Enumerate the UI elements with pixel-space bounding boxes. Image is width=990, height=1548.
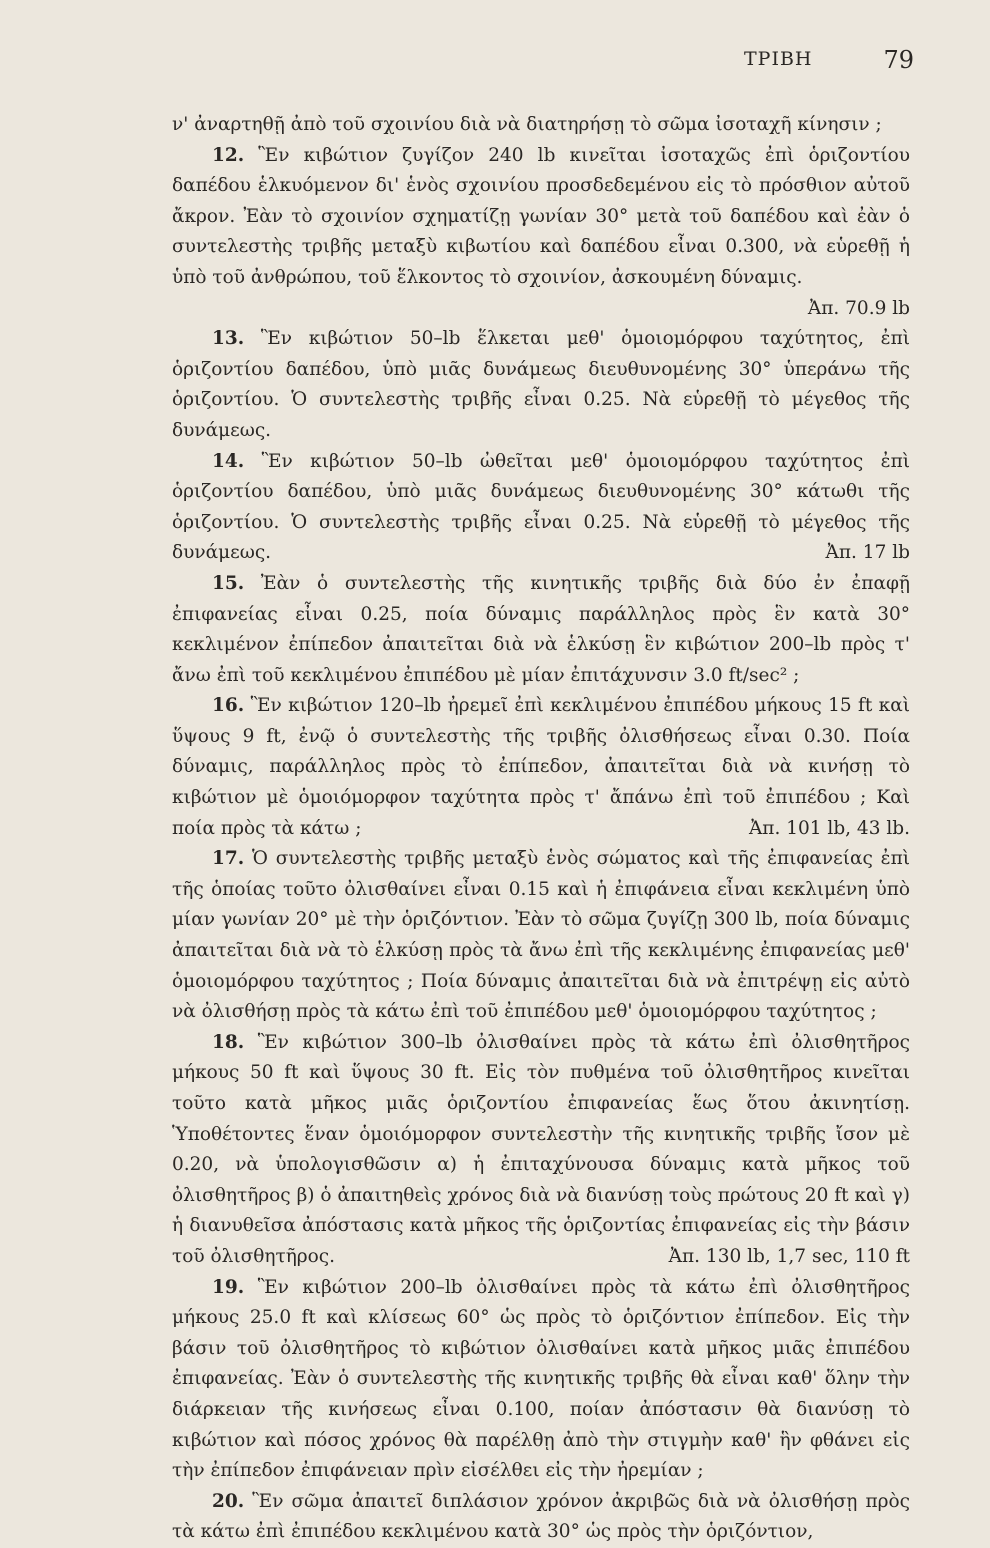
running-title: ΤΡΙΒΗ	[744, 48, 813, 70]
problem-17	[172, 844, 910, 1028]
problem-number: 13.	[212, 328, 245, 350]
problem-number: 16.	[212, 695, 245, 717]
problem-12	[172, 141, 910, 319]
problem-text: Ἓν κιβώτιον 50–lb ἕλκεται μεθ' ὁμοιομόρφου ταχύτητος, ἐπὶ ὁριζοντίου δαπέδου, ὑπὸ μιᾶς δυνάμεως διευθυνομένης 30° ὑπεράνω τῆς ὁριζοντίου. Ὁ συντελεστὴς τριβῆς εἶναι 0.25. Νὰ εὑρεθῇ τὸ μέγεθος τῆς δυνάμεως.	[172, 328, 910, 441]
problem-number: 14.	[212, 450, 245, 472]
problem-number: 12.	[212, 144, 245, 166]
problem-number: 19.	[212, 1276, 245, 1298]
problem-number: 15.	[212, 572, 245, 594]
page-body	[172, 110, 910, 1548]
problem-15	[172, 569, 910, 691]
problem-text: Ὁ συντελεστὴς τριβῆς μεταξὺ ἑνὸς σώματος καὶ τῆς ἐπιφανείας ἐπὶ τῆς ὁποίας τοῦτο ὀλισθαίνει εἶναι 0.15 καὶ ἡ ἐπιφάνεια εἶναι κεκλιμένη ὑπὸ μίαν γωνίαν 20° μὲ τὴν ὁριζόντιον. Ἐὰν τὸ σῶμα ζυγίζῃ 300 lb, ποία δύναμις ἀπαιτεῖται διὰ νὰ τὸ ἑλκύσῃ πρὸς τὰ ἄνω ἐπὶ τῆς κεκλιμένης ἐπιφανείας μεθ' ὁμοιομόρφου ταχύτητος ; Ποία δύναμις ἀπαιτεῖται διὰ νὰ ἐπιτρέψῃ εἰς αὐτὸ νὰ ὀλισθήσῃ πρὸς τὰ κάτω ἐπὶ τοῦ ἐπιπέδου μεθ' ὁμοιομόρφου ταχύτητος ;	[172, 848, 910, 1023]
problem-text: Ἓν κιβώτιον 50–lb ὠθεῖται μεθ' ὁμοιομόρφου ταχύτητος ἐπὶ ὁριζοντίου δαπέδου, ὑπὸ μιᾶς δυνάμεως διευθυνομένης 30° κάτωθι τῆς ὁριζοντίου. Ὁ συντελεστὴς τριβῆς εἶναι 0.25. Νὰ εὑρεθῇ τὸ μέγεθος τῆς δυνάμεως.	[172, 450, 910, 564]
problem-answer: Ἀπ. 70.9 lb	[807, 297, 910, 319]
problem-16	[172, 691, 910, 844]
problem-answer: Ἀπ. 17 lb	[825, 542, 910, 564]
problem-number: 18.	[212, 1031, 245, 1053]
problem-text: Ἓν σῶμα ἀπαιτεῖ διπλάσιον χρόνον ἀκριβῶς διὰ νὰ ὀλισθήσῃ πρὸς τὰ κάτω ἐπὶ ἐπιπέδου κεκλιμένου κατὰ 30° ὡς πρὸς τὴν ὁριζόντιον,	[172, 1490, 910, 1543]
problem-number: 20.	[212, 1490, 245, 1512]
problem-text: Ἓν κιβώτιον ζυγίζον 240 lb κινεῖται ἰσοταχῶς ἐπὶ ὁριζοντίου δαπέδου ἑλκυόμενον δι' ἑνὸς σχοινίου προσδεδεμένου εἰς τὸ πρόσθιον αὐτοῦ ἄκρον. Ἐὰν τὸ σχοινίον σχηματίζῃ γωνίαν 30° μετὰ τοῦ δαπέδου καὶ ἐὰν ὁ συντελεστὴς τριβῆς μεταξὺ κιβωτίου καὶ δαπέδου εἶναι 0.300, νὰ εὑρεθῇ ἡ ὑπὸ τοῦ ἀνθρώπου, τοῦ ἕλκοντος τὸ σχοινίον, ἀσκουμένη δύναμις.	[172, 144, 910, 288]
problem-20	[172, 1487, 910, 1548]
page-number: 79	[883, 46, 914, 74]
problem-answer: Ἀπ. 101 lb, 43 lb.	[748, 817, 910, 839]
problem-text: Ἓν κιβώτιον 120–lb ἠρεμεῖ ἐπὶ κεκλιμένου ἐπιπέδου μήκους 15 ft καὶ ὕψους 9 ft, ἐνῷ ὁ συντελεστὴς τῆς τριβῆς ὀλισθήσεως εἶναι 0.30. Ποία δύναμις, παράλληλος πρὸς τὸ ἐπίπεδον, ἀπαιτεῖται διὰ νὰ κινήσῃ τὸ κιβώτιον μὲ ὁμοιόμορφον ταχύτητα πρὸς τ' ἄπάνω ἐπὶ τοῦ ἐπιπέδου ; Καὶ ποία πρὸς τὰ κάτω ;	[172, 695, 910, 839]
problem-answer: Ἀπ. 130 lb, 1,7 sec, 110 ft	[668, 1245, 910, 1267]
page-header	[744, 48, 914, 78]
continuation-paragraph: ν' ἀναρτηθῇ ἀπὸ τοῦ σχοινίου διὰ νὰ διατηρήσῃ τὸ σῶμα ἰσοταχῆ κίνησιν ;	[172, 114, 882, 135]
problem-number: 17.	[212, 848, 245, 870]
problem-18	[172, 1028, 910, 1273]
problem-text: Ἓν κιβώτιον 300–lb ὀλισθαίνει πρὸς τὰ κάτω ἐπὶ ὀλισθητῆρος μήκους 50 ft καὶ ὕψους 30 ft. Εἰς τὸν πυθμένα τοῦ ὀλισθητῆρος κινεῖται τοῦτο κατὰ μῆκος μιᾶς ὁριζοντίου ἐπιφανείας ἕως ὅτου ἀκινητίσῃ. Ὑποθέτοντες ἕναν ὁμοιόμορφον συντελεστὴν τῆς κινητικῆς τριβῆς ἴσον μὲ 0.20, νὰ ὑπολογισθῶσιν α) ἡ ἐπιταχύνουσα δύναμις κατὰ μῆκος τοῦ ὀλισθητῆρος β) ὁ ἀπαιτηθεὶς χρόνος διὰ νὰ διανύσῃ τοὺς πρώτους 20 ft καὶ γ) ἡ διανυθεῖσα ἀπόστασις κατὰ μῆκος τῆς ὁριζοντίας ἐπιφανείας εἰς τὴν βάσιν τοῦ ὀλισθητῆρος.	[172, 1031, 910, 1267]
problem-text: Ἐὰν ὁ συντελεστὴς τῆς κινητικῆς τριβῆς διὰ δύο ἐν ἐπαφῇ ἐπιφανείας εἶναι 0.25, ποία δύναμις παράλληλος πρὸς ἓν κατὰ 30° κεκλιμένον ἐπίπεδον ἀπαιτεῖται διὰ νὰ ἑλκύσῃ ἓν κιβώτιον 200–lb πρὸς τ' ἄνω ἐπὶ τοῦ κεκλιμένου ἐπιπέδου μὲ μίαν ἐπιτάχυνσιν 3.0 ft/sec² ;	[172, 572, 910, 686]
problem-14	[172, 447, 910, 569]
problem-13	[172, 324, 910, 446]
problem-text: Ἓν κιβώτιον 200–lb ὀλισθαίνει πρὸς τὰ κάτω ἐπὶ ὀλισθητῆρος μήκους 25.0 ft καὶ κλίσεως 60° ὡς πρὸς τὸ ὁριζόντιον ἐπίπεδον. Εἰς τὴν βάσιν τοῦ ὀλισθητῆρος τὸ κιβώτιον ὀλισθαίνει κατὰ μῆκος μιᾶς ἐπιπέδου ἐπιφανείας. Ἐὰν ὁ συντελεστὴς τῆς κινητικῆς τριβῆς θὰ εἶναι καθ' ὅλην τὴν διάρκειαν τῆς κινήσεως εἶναι 0.100, ποίαν ἀπόστασιν θὰ διανύσῃ τὸ κιβώτιον καὶ πόσος χρόνος θὰ παρέλθῃ ἀπὸ τὴν στιγμὴν καθ' ἣν φθάνει εἰς τὴν ἐπίπεδον ἐπιφάνειαν πρὶν εἰσέλθει εἰς τὴν ἠρεμίαν ;	[172, 1276, 910, 1482]
problem-19	[172, 1273, 910, 1487]
